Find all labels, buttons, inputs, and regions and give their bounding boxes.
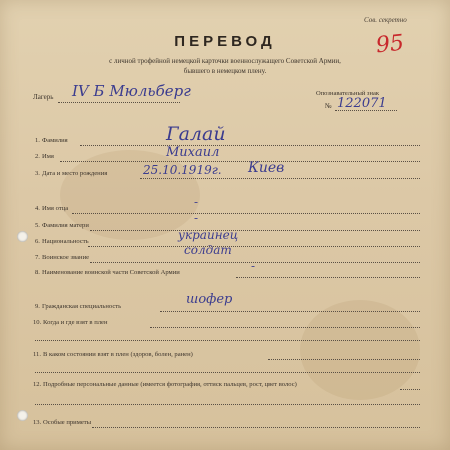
field-rule (92, 427, 420, 428)
field-number: 3. (35, 170, 40, 177)
field-number: 12. (33, 381, 42, 388)
tag-rule (335, 110, 397, 111)
punch-hole (17, 410, 28, 421)
field-rule (268, 359, 420, 360)
field-number: 13. (33, 419, 42, 426)
field-number: 10. (33, 319, 42, 326)
field-value-birth-place: Киев (248, 160, 285, 176)
field-label-condition: В каком состоянии взят в плен (здоров, болен, ранен) (43, 351, 193, 358)
camp-label: Лагерь (33, 93, 54, 101)
paper-stain (300, 300, 420, 400)
field-rule (60, 161, 420, 162)
field-rule (35, 340, 420, 341)
field-rule (35, 372, 420, 373)
field-value-nationality: украинец (178, 228, 239, 242)
camp-rule (58, 102, 180, 103)
field-label-rank: Воинское звание (42, 254, 90, 261)
field-value-unit: - (251, 259, 256, 273)
field-label-unit: Наименование воинской части Советской Армии (42, 269, 180, 276)
field-number: 6. (35, 238, 40, 245)
field-value-civil-specialty: шофер (186, 292, 233, 307)
field-number: 11. (33, 351, 41, 358)
field-value-birth-date: 25.10.1919г. (143, 163, 222, 177)
document-title: ПЕРЕВОД (174, 33, 276, 50)
field-label-capture: Когда и где взят в плен (43, 319, 108, 326)
tag-value: 122071 (337, 96, 387, 111)
field-label-nationality: Национальность (42, 238, 89, 245)
field-value-father: - (194, 195, 199, 209)
field-value-rank: солдат (184, 243, 232, 257)
field-rule (160, 311, 420, 312)
field-rule (35, 404, 420, 405)
field-label-personal-data: Подробные персональные данные (имеется фотография, оттиск пальцев, рост, цвет волос) (43, 381, 297, 388)
field-label-father: Имя отца (42, 205, 69, 212)
field-rule (72, 213, 420, 214)
field-label-mother: Фамилия матери (42, 222, 89, 229)
field-label-special-marks: Особые приметы (43, 419, 92, 426)
camp-value: IV Б Мюльберг (72, 82, 191, 100)
subtitle-line-2: бывшего в немецком плену. (183, 67, 267, 75)
field-rule (236, 277, 420, 278)
field-number: 8. (35, 269, 40, 276)
field-label-name: Имя (42, 153, 54, 160)
field-number: 4. (35, 205, 40, 212)
page-number: 95 (374, 30, 406, 59)
tag-prefix: № (325, 102, 332, 110)
field-number: 7. (35, 254, 40, 261)
field-value-surname: Галай (166, 123, 226, 145)
field-number: 2. (35, 153, 40, 160)
field-label-birth: Дата и место рождения (42, 170, 108, 177)
field-rule (80, 145, 420, 146)
field-number: 5. (35, 222, 40, 229)
field-label-surname: Фамилия (42, 137, 68, 144)
field-rule (90, 230, 420, 231)
field-rule (140, 178, 420, 179)
field-number: 9. (35, 303, 40, 310)
field-value-name: Михаил (166, 145, 220, 160)
field-rule (150, 327, 420, 328)
field-rule (88, 246, 420, 247)
classification-stamp: Сов. секретно (364, 16, 407, 24)
field-value-mother: - (194, 211, 199, 225)
field-rule (400, 389, 420, 390)
field-number: 1. (35, 137, 40, 144)
subtitle-line-1: с личной трофейной немецкой карточки военнослужащего Советской Армии, (109, 57, 341, 65)
tag-label: Опознавательный знак (316, 90, 380, 97)
field-label-civil-specialty: Гражданская специальность (42, 303, 122, 310)
punch-hole (17, 231, 28, 242)
